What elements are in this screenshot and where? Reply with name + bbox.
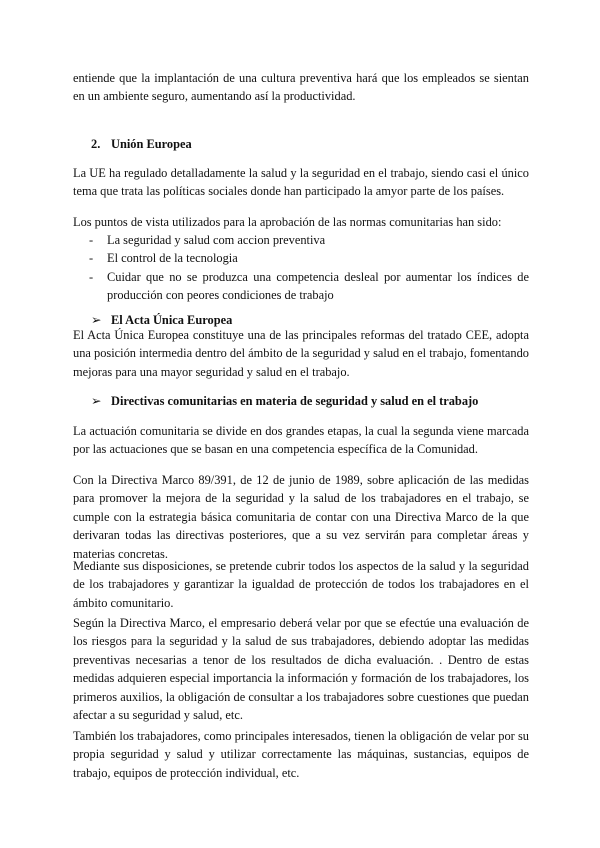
acta-unica-title: El Acta Única Europea xyxy=(111,313,233,327)
section-title: Unión Europea xyxy=(111,137,192,151)
directivas-title: Directivas comunitarias en materia de seguridad y salud en el trabajo xyxy=(111,394,479,408)
directivas-paragraph-1: La actuación comunitaria se divide en dos grandes etapas, la cual la segunda viene marcada por las actuaciones que se basan en una competencia específica de la Comunidad. xyxy=(73,424,529,457)
list-item: - La seguridad y salud com accion preventiva xyxy=(73,231,529,249)
list-dash: - xyxy=(89,233,94,247)
directivas-heading xyxy=(91,392,478,410)
arrow-bullet-icon: ➢ xyxy=(91,313,102,327)
section-number: 2. xyxy=(91,137,101,151)
section-heading-union-europea xyxy=(91,135,192,153)
arrow-bullet-icon: ➢ xyxy=(91,394,102,408)
directivas-paragraph-5: También los trabajadores, como principales interesados, tienen la obligación de velar por su propia seguridad y salud y utilizar correctamente las máquinas, sustancias, equipos de trabajo, equipos de protección individual, etc. xyxy=(73,729,529,780)
list-dash: - xyxy=(89,269,94,284)
list-dash: - xyxy=(89,251,94,266)
viewpoints-list xyxy=(73,231,529,305)
ue-paragraph: La UE ha regulado detalladamente la salud y la seguridad en el trabajo, siendo casi el único tema que trata las políticas sociales donde han participado la amyor parte de los países. xyxy=(73,166,529,199)
intro-paragraph: entiende que la implantación de una cultura preventiva hará que los empleados se sientan en un ambiente seguro, aumentando así la productividad. xyxy=(73,71,529,104)
acta-unica-paragraph: El Acta Única Europea constituye una de las principales reformas del tratado CEE, adopta una posición intermedia dentro del ámbito de la seguridad y salud en el trabajo, fomentando mejoras para una mayor seguridad y salud en el trabajo. xyxy=(73,328,529,379)
viewpoints-intro: Los puntos de vista utilizados para la aprobación de las normas comunitarias han sido: xyxy=(73,215,502,229)
list-item: - Cuidar que no se produzca una competencia desleal por aumentar los índices de producción con peores condiciones de trabajo xyxy=(89,269,529,303)
directivas-paragraph-2: Con la Directiva Marco 89/391, de 12 de junio de 1989, sobre aplicación de las medidas para promover la mejora de la seguridad y la salud de los trabajadores en el trabajo, se cumple con la estrategia básica comunitaria de contar con una Directiva Marco de la que derivaran todas las directivas posteriores, que a su vez servirán para completar áreas y materias concretas. xyxy=(73,473,529,561)
list-item: - El control de la tecnologia xyxy=(73,249,529,267)
directivas-paragraph-4: Según la Directiva Marco, el empresario deberá velar por que se efectúe una evaluación de los riesgos para la seguridad y la salud de sus trabajadores, debiendo adoptar las medidas preventivas necesarias a tenor de los resultados de dicha evaluación. . Dentro de estas medidas adquieren especial importancia la información y formación de los trabajadores, los primeros auxilios, la obligación de consultar a los trabajadores sobre cuestiones que puedan afectar a su seguridad y salud, etc. xyxy=(73,616,529,723)
directivas-paragraph-3: Mediante sus disposiciones, se pretende cubrir todos los aspectos de la salud y la seguridad de los trabajadores y garantizar la igualdad de protección de todos los trabajadores en el ámbito comunitario. xyxy=(73,559,529,610)
